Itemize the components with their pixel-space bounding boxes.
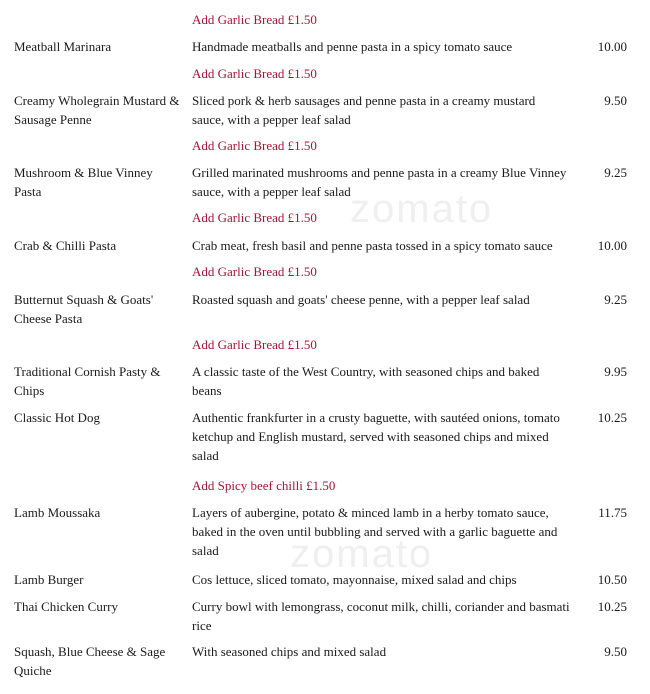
- item-name: Quiche: [14, 663, 52, 678]
- addon-text: Add Garlic Bread £1.50: [192, 12, 317, 27]
- item-name: Lamb Moussaka: [14, 505, 101, 520]
- item-name: Traditional Cornish Pasty &: [14, 364, 161, 379]
- item-description: Layers of aubergine, potato & minced lamb in a herby tomato sauce,: [192, 505, 549, 520]
- item-description: ketchup and English mustard, served with seasoned chips and mixed: [192, 429, 549, 444]
- item-description: Cos lettuce, sliced tomato, mayonnaise, mixed salad and chips: [192, 572, 517, 587]
- item-name: Meatball Marinara: [14, 39, 112, 54]
- item-description: Crab meat, fresh basil and penne pasta tossed in a spicy tomato sauce: [192, 238, 553, 253]
- item-description: With seasoned chips and mixed salad: [192, 644, 387, 659]
- item-description: rice: [192, 618, 212, 633]
- watermark: zomato: [290, 532, 434, 576]
- item-name: Sausage Penne: [14, 112, 92, 127]
- item-name: Thai Chicken Curry: [14, 599, 118, 614]
- item-description: Roasted squash and goats' cheese penne, with a pepper leaf salad: [192, 292, 530, 307]
- item-description: A classic taste of the West Country, with seasoned chips and baked: [192, 364, 540, 379]
- item-description: Curry bowl with lemongrass, coconut milk, chilli, coriander and basmati: [192, 599, 570, 614]
- addon-text: Add Garlic Bread £1.50: [192, 66, 317, 81]
- item-name: Lamb Burger: [14, 572, 84, 587]
- item-name: Pasta: [14, 184, 42, 199]
- addon-text: Add Garlic Bread £1.50: [192, 138, 317, 153]
- item-price: 10.00: [597, 238, 627, 253]
- item-description: sauce, with a pepper leaf salad: [192, 184, 351, 199]
- watermark: zomato: [350, 187, 494, 231]
- addon-text: Add Garlic Bread £1.50: [192, 264, 317, 279]
- item-price: 9.25: [604, 165, 627, 180]
- item-price: 10.25: [597, 599, 627, 614]
- item-name: Cheese Pasta: [14, 311, 83, 326]
- item-description: salad: [192, 543, 219, 558]
- item-price: 10.00: [597, 39, 627, 54]
- item-name: Butternut Squash & Goats': [14, 292, 154, 307]
- addon-text: Add Garlic Bread £1.50: [192, 337, 317, 352]
- item-price: 11.75: [598, 505, 627, 520]
- item-description: salad: [192, 448, 219, 463]
- item-description: Sliced pork & herb sausages and penne pasta in a creamy mustard: [192, 93, 536, 108]
- item-price: 9.95: [604, 364, 627, 379]
- item-price: 10.25: [597, 410, 627, 425]
- item-name: Squash, Blue Cheese & Sage: [14, 644, 166, 659]
- addon-text: Add Garlic Bread £1.50: [192, 210, 317, 225]
- item-name: Crab & Chilli Pasta: [14, 238, 117, 253]
- item-name: Mushroom & Blue Vinney: [14, 165, 153, 180]
- item-price: 9.50: [604, 93, 627, 108]
- item-description: Handmade meatballs and penne pasta in a spicy tomato sauce: [192, 39, 513, 54]
- item-description: baked in the oven until bubbling and served with a garlic baguette and: [192, 524, 558, 539]
- item-description: Authentic frankfurter in a crusty baguette, with sautéed onions, tomato: [192, 410, 560, 425]
- item-name: Creamy Wholegrain Mustard &: [14, 93, 180, 108]
- item-description: sauce, with a pepper leaf salad: [192, 112, 351, 127]
- item-price: 10.50: [597, 572, 627, 587]
- addon-text: Add Spicy beef chilli £1.50: [192, 478, 336, 493]
- item-name: Chips: [14, 383, 45, 398]
- item-description: beans: [192, 383, 222, 398]
- item-price: 9.50: [604, 644, 627, 659]
- item-price: 9.25: [604, 292, 627, 307]
- item-name: Classic Hot Dog: [14, 410, 100, 425]
- item-description: Grilled marinated mushrooms and penne pasta in a creamy Blue Vinney: [192, 165, 567, 180]
